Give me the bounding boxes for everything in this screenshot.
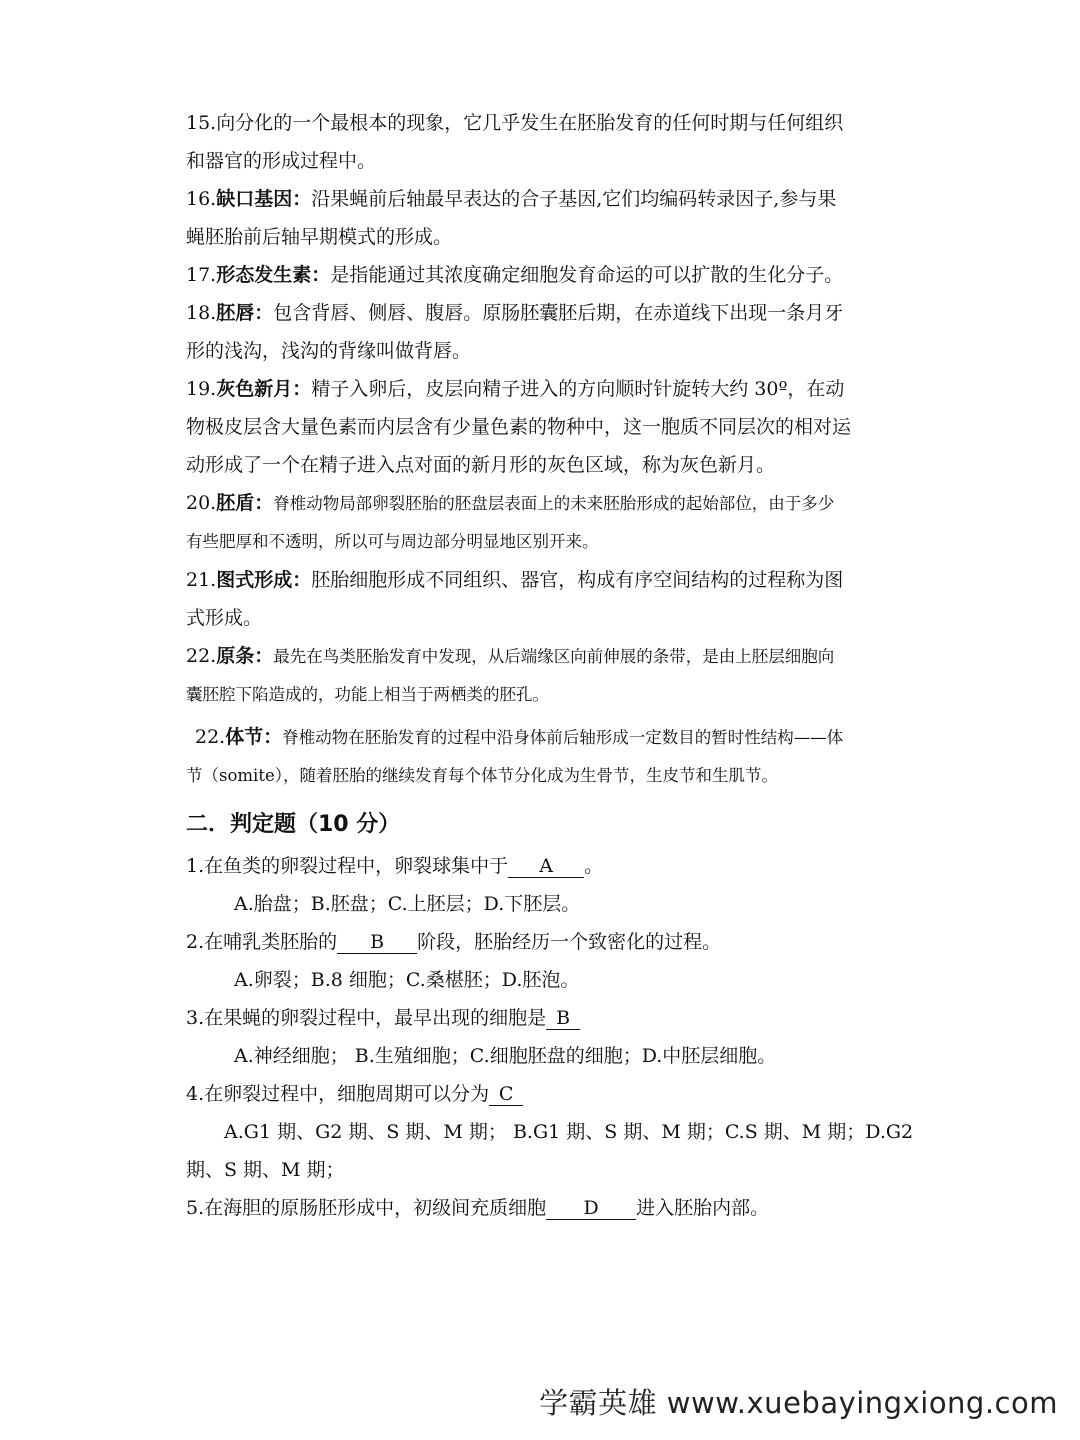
def-term: 缺口基因： — [216, 188, 312, 210]
def-number: 22. — [195, 726, 226, 748]
def-19-line1 — [186, 370, 898, 408]
def-19-line3: 动形成了一个在精子进入点对面的新月形的灰色区域，称为灰色新月。 — [186, 454, 776, 476]
question-4 — [186, 1075, 898, 1113]
def-text: 脊椎动物在胚胎发育的过程中沿身体前后轴形成一定数目的暂时性结构——体 — [282, 728, 844, 747]
def-text: 胚胎细胞形成不同组织、器官，构成有序空间结构的过程称为图 — [311, 569, 844, 591]
def-number: 16. — [186, 188, 217, 210]
question-3 — [186, 999, 898, 1037]
def-20-line1 — [186, 484, 898, 523]
question-text: 1.在鱼类的卵裂过程中，卵裂球集中于 — [186, 855, 509, 877]
def-22-line1 — [186, 637, 898, 676]
question-5 — [186, 1189, 898, 1227]
def-term: 原条： — [216, 645, 274, 667]
question-1 — [186, 847, 898, 885]
answer-blank: A — [508, 855, 584, 878]
answer-blank: B — [546, 1007, 580, 1030]
def-21-line2: 式形成。 — [186, 607, 263, 629]
question-2 — [186, 923, 898, 961]
question-2-options: A.卵裂；B.8 细胞；C.桑椹胚；D.胚泡。 — [234, 969, 580, 991]
question-4-options-cont: 期、S 期、M 期； — [186, 1159, 345, 1181]
def-22b-line2: 节（somite），随着胚胎的继续发育每个体节分化成为生骨节，生皮节和生肌节。 — [186, 766, 778, 785]
def-16-line2: 蝇胚胎前后轴早期模式的形成。 — [186, 226, 453, 248]
question-text-end: 进入胚胎内部。 — [636, 1197, 770, 1219]
def-15-line1: 15.向分化的一个最根本的现象，它几乎发生在胚胎发育的任何时期与任何组织 — [186, 112, 844, 134]
def-term: 灰色新月： — [216, 378, 312, 400]
def-21-line1 — [186, 561, 898, 599]
def-term: 胚唇： — [216, 302, 274, 324]
def-20-line2: 有些肥厚和不透明，所以可与周边部分明显地区别开来。 — [186, 532, 599, 551]
def-22b-line1 — [186, 718, 898, 757]
def-19-line2: 物极皮层含大量色素而内层含有少量色素的物种中，这一胞质不同层次的相对运 — [186, 416, 852, 438]
def-18-line2: 形的浅沟，浅沟的背缘叫做背唇。 — [186, 340, 472, 362]
def-term: 体节： — [225, 726, 283, 748]
def-number: 17. — [186, 264, 217, 286]
def-text: 沿果蝇前后轴最早表达的合子基因,它们均编码转录因子,参与果 — [311, 188, 837, 210]
question-text-end: 。 — [584, 855, 604, 877]
def-number: 21. — [186, 569, 217, 591]
def-18-line1 — [186, 294, 898, 332]
section-title: 二．判定题（10 分） — [186, 812, 401, 837]
question-text: 5.在海胆的原肠胚形成中，初级间充质细胞 — [186, 1197, 547, 1219]
question-3-options: A.神经细胞； B.生殖细胞；C.细胞胚盘的细胞；D.中胚层细胞。 — [234, 1045, 777, 1067]
answer-blank: D — [546, 1197, 636, 1220]
def-15-line2: 和器官的形成过程中。 — [186, 150, 377, 172]
def-number: 20. — [186, 492, 217, 514]
def-number: 18. — [186, 302, 217, 324]
def-text: 是指能通过其浓度确定细胞发育命运的可以扩散的生化分子。 — [330, 264, 844, 286]
def-term: 图式形成： — [216, 569, 312, 591]
def-term: 形态发生素： — [216, 264, 331, 286]
answer-blank: B — [337, 931, 417, 954]
def-text: 包含背唇、侧唇、腹唇。原肠胚囊胚后期，在赤道线下出现一条月牙 — [273, 302, 844, 324]
question-text-end: 阶段，胚胎经历一个致密化的过程。 — [417, 931, 722, 953]
def-22-line2: 囊胚腔下陷造成的，功能上相当于两栖类的胚孔。 — [186, 685, 549, 704]
def-text: 最先在鸟类胚胎发育中发现，从后端缘区向前伸展的条带，是由上胚层细胞向 — [273, 647, 835, 666]
def-text: 脊椎动物局部卵裂胚胎的胚盘层表面上的未来胚胎形成的起始部位，由于多少 — [273, 494, 835, 513]
question-text: 2.在哺乳类胚胎的 — [186, 931, 338, 953]
question-text: 3.在果蝇的卵裂过程中，最早出现的细胞是 — [186, 1007, 547, 1029]
def-text: 精子入卵后，皮层向精子进入的方向顺时针旋转大约 30º，在动 — [311, 378, 845, 400]
def-17-line1 — [186, 256, 898, 294]
def-number: 22. — [186, 645, 217, 667]
question-4-options: A.G1 期、G2 期、S 期、M 期； B.G1 期、S 期、M 期；C.S 期、M 期；D.G2 — [224, 1121, 914, 1143]
document-body — [186, 104, 914, 1227]
def-16-line1 — [186, 180, 898, 218]
footer-watermark: 学霸英雄 www.xuebayingxiong.com — [539, 1386, 1058, 1420]
question-text: 4.在卵裂过程中，细胞周期可以分为 — [186, 1083, 490, 1105]
answer-blank: C — [489, 1083, 523, 1106]
def-number: 19. — [186, 378, 217, 400]
question-1-options: A.胎盘；B.胚盘；C.上胚层；D.下胚层。 — [234, 893, 581, 915]
def-term: 胚盾： — [216, 492, 274, 514]
